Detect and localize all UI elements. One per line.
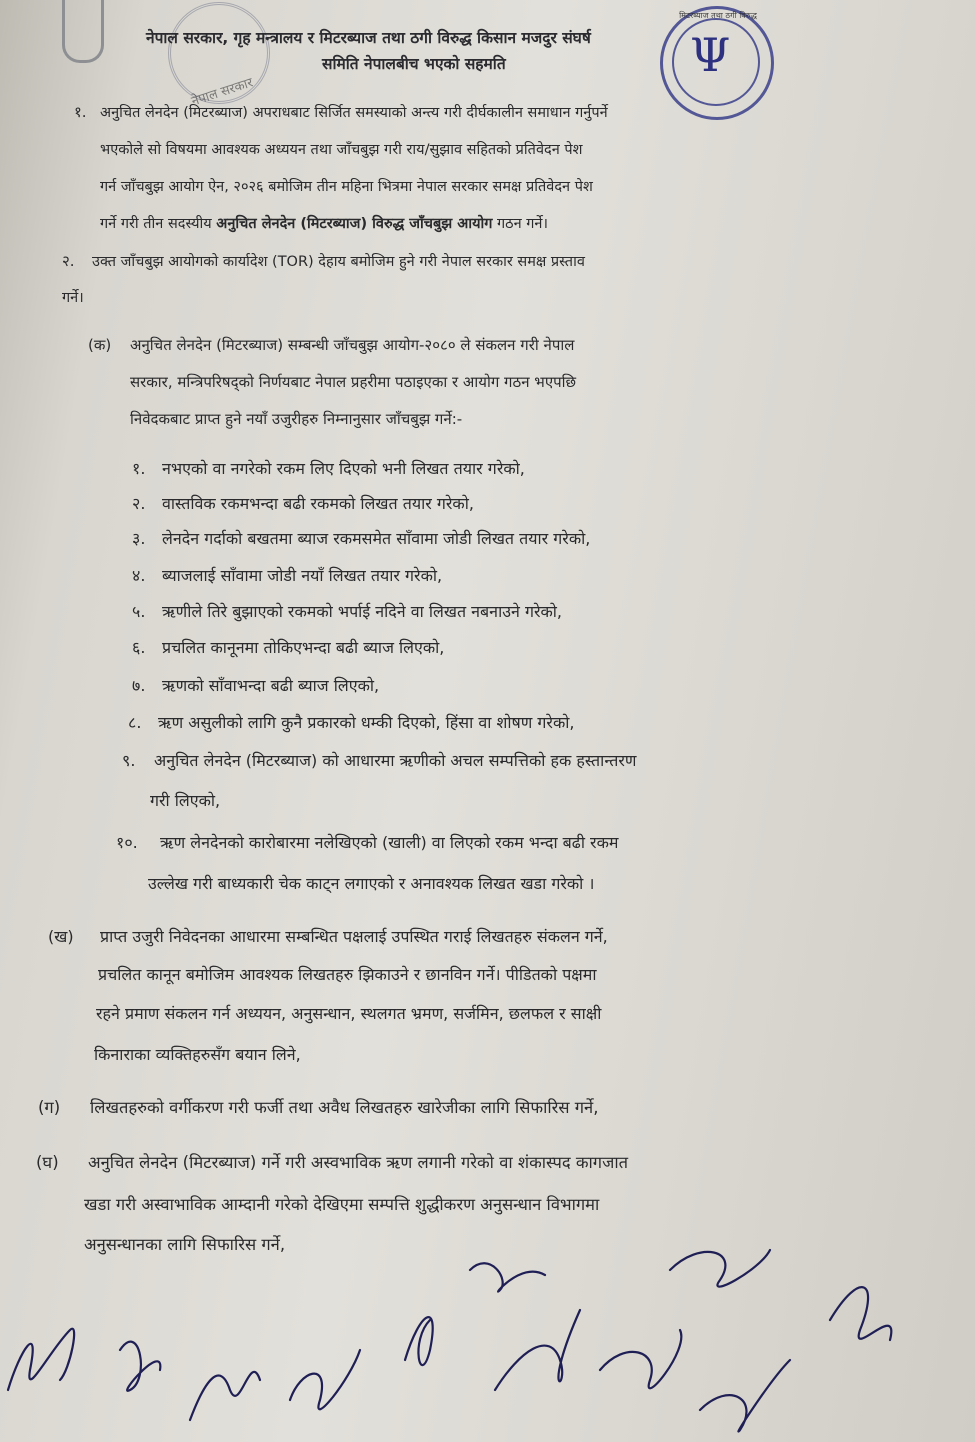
point-2-line: उक्त जाँचबुझ आयोगको कार्यादेश (TOR) देहाय बमोजिम हुने गरी नेपाल सरकार समक्ष प्रस्ताव	[92, 254, 585, 270]
list-item: नभएको वा नगरेको रकम लिए दिएको भनी लिखत तयार गरेको,	[162, 459, 525, 478]
section-kha-label: (ख)	[48, 927, 74, 946]
signature-8	[600, 1330, 681, 1388]
committee-stamp-text: मिटरब्याज तथा ठगी विरुद्ध	[679, 11, 757, 20]
section-kha-line: किनाराका व्यक्तिहरुसँग बयान लिने,	[94, 1045, 301, 1064]
section-gha-line: खडा गरी अस्वाभाविक आम्दानी गरेको देखिएमा सम्पत्ति शुद्धीकरण अनुसन्धान विभागमा	[84, 1195, 600, 1214]
point-1-text: गर्ने गरी तीन सदस्यीय	[100, 216, 217, 232]
list-item: वास्तविक रकमभन्दा बढी रकमको लिखत तयार गरेको,	[162, 494, 474, 513]
list-item: अनुचित लेनदेन (मिटरब्याज) को आधारमा ऋणीको अचल सम्पत्तिको हक हस्तान्तरण	[154, 751, 637, 770]
page-title-line1: नेपाल सरकार, गृह मन्त्रालय र मिटरब्याज तथा ठगी विरुद्ध किसान मजदुर संघर्ष	[146, 29, 591, 47]
section-ga-label: (ग)	[38, 1098, 61, 1117]
point-1-line: गर्न जाँचबुझ आयोग ऐन, २०२६ बमोजिम तीन महिना भित्रमा नेपाल सरकार समक्ष प्रतिवेदन पेश	[100, 179, 593, 195]
point-2-number: २.	[62, 252, 75, 270]
point-1-text: गठन गर्ने।	[492, 216, 548, 232]
list-item-number: २.	[132, 494, 146, 513]
signature-11	[830, 1287, 891, 1340]
section-ka-label: (क)	[88, 336, 112, 354]
list-item: ऋणको साँवाभन्दा बढी ब्याज लिएको,	[162, 676, 380, 695]
section-kha-line: प्रचलित कानून बमोजिम आवश्यक लिखतहरु झिकाउने र छानविन गर्ने। पीडितको पक्षमा	[98, 965, 597, 984]
section-gha-label: (घ)	[36, 1153, 59, 1172]
signature-5	[405, 1317, 433, 1365]
list-item: लेनदेन गर्दाको बखतमा ब्याज रकमसमेत साँवामा जोडी लिखत तयार गरेको,	[162, 529, 591, 548]
point-1-line: भएकोले सो विषयमा आवश्यक अध्ययन तथा जाँचबुझ गरी राय/सुझाव सहितको प्रतिवेदन पेश	[100, 142, 583, 158]
list-item-number: ६.	[132, 638, 146, 657]
list-item: ऋण असुलीको लागि कुनै प्रकारको धम्की दिएको, हिंसा वा शोषण गरेको,	[158, 713, 575, 732]
list-item: ब्याजलाई साँवामा जोडी नयाँ लिखत तयार गरेको,	[162, 566, 443, 585]
committee-stamp-emblem-icon: Ψ	[690, 28, 731, 82]
point-2-line: गर्ने।	[62, 290, 84, 306]
point-1-line: अनुचित लेनदेन (मिटरब्याज) अपराधबाट सिर्जित समस्याको अन्त्य गरी दीर्घकालीन समाधान गर्नुपर्ने	[100, 105, 608, 121]
list-item-number: ७.	[132, 676, 146, 695]
commission-name: अनुचित लेनदेन (मिटरब्याज) विरुद्ध जाँचबुझ आयोग	[216, 216, 493, 232]
signatures-area	[0, 1230, 975, 1442]
list-item-number: ३.	[132, 529, 146, 548]
list-item: ऋण लेनदेनको कारोबारमा नलेखिएको (खाली) वा लिएको रकम भन्दा बढी रकम	[160, 833, 619, 852]
signature-9	[670, 1250, 770, 1287]
section-ka-line: निवेदकबाट प्राप्त हुने नयाँ उजुरीहरु निम्नानुसार जाँचबुझ गर्ने:-	[130, 410, 463, 428]
section-gha-line: अनुचित लेनदेन (मिटरब्याज) गर्ने गरी अस्वभाविक ऋण लगानी गरेको वा शंकास्पद कागजात	[88, 1153, 629, 1172]
list-item-number: ४.	[132, 566, 146, 585]
point-1-number: १.	[74, 103, 87, 121]
page-title-line2: समिति नेपालबीच भएको सहमति	[322, 55, 506, 73]
list-item-continuation: उल्लेख गरी बाध्यकारी चेक काट्न लगाएको र अनावश्यक लिखत खडा गरेको ।	[148, 874, 595, 893]
list-item-number: ५.	[132, 602, 146, 621]
signature-1	[8, 1329, 74, 1390]
section-ka-line: अनुचित लेनदेन (मिटरब्याज) सम्बन्धी जाँचबुझ आयोग-२०८० ले संकलन गरी नेपाल	[130, 336, 575, 354]
list-item-number: ९.	[122, 751, 136, 770]
list-item-continuation: गरी लिएको,	[150, 791, 221, 810]
section-gha-line: अनुसन्धानका लागि सिफारिस गर्ने,	[84, 1235, 286, 1254]
list-item-number: १०.	[116, 833, 138, 852]
government-seal-text: नेपाल सरकार	[189, 75, 255, 110]
signature-3	[190, 1372, 260, 1420]
section-ka-line: सरकार, मन्त्रिपरिषद्को निर्णयबाट नेपाल प्रहरीमा पठाइएका र आयोग गठन भएपछि	[130, 373, 577, 391]
section-kha-line: प्राप्त उजुरी निवेदनका आधारमा सम्बन्धित पक्षलाई उपस्थित गराई लिखतहरु संकलन गर्ने,	[100, 927, 608, 946]
section-kha-line: रहने प्रमाण संकलन गर्न अध्ययन, अनुसन्धान, स्थलगत भ्रमण, सर्जमिन, छलफल र साक्षी	[96, 1004, 602, 1023]
signature-4	[290, 1350, 360, 1409]
paper-clip	[62, 0, 104, 63]
signature-10	[700, 1360, 790, 1432]
list-item: प्रचलित कानूनमा तोकिएभन्दा बढी ब्याज लिएको,	[162, 638, 445, 657]
signature-6	[470, 1263, 545, 1291]
list-item: ऋणीले तिरे बुझाएको रकमको भर्पाई नदिने वा लिखत नबनाउने गरेको,	[162, 602, 563, 621]
signature-2	[120, 1342, 160, 1391]
signature-7	[495, 1310, 580, 1390]
section-ga-line: लिखतहरुको वर्गीकरण गरी फर्जी तथा अवैध लिखतहरु खारेजीका लागि सिफारिस गर्ने,	[90, 1098, 599, 1117]
list-item-number: १.	[132, 459, 146, 478]
point-1-line	[100, 213, 548, 233]
list-item-number: ८.	[128, 713, 142, 732]
